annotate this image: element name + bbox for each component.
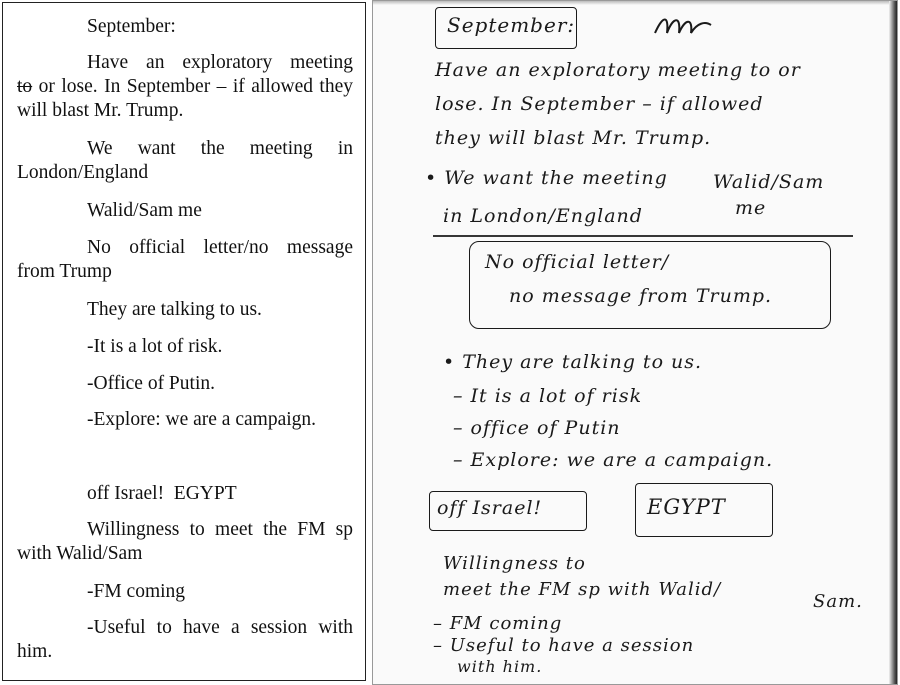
hw-line-15b: meet the FM sp with Walid/: [443, 579, 722, 600]
hw-line-3: lose. In September – if allowed: [435, 93, 764, 115]
hw-line-5b: Walid/Sam: [713, 171, 825, 193]
paragraph-1-first-line: Have an exploratory meeting: [87, 52, 353, 73]
transcript-paragraph-4: No official letter/no message from Trump: [17, 237, 353, 282]
transcript-panel: [2, 2, 366, 681]
hw-line-6: in London/England: [443, 205, 643, 227]
transcript-paragraph-11: -FM coming: [87, 581, 186, 602]
page-binding-edge: [889, 1, 897, 684]
hw-heading: September:: [447, 13, 576, 37]
hw-line-11: – office of Putin: [453, 417, 621, 439]
struck-word: to: [17, 76, 33, 97]
transcript-paragraph-9: off Israel! EGYPT: [87, 483, 237, 504]
transcript-paragraph-12: -Useful to have a session with him.: [17, 617, 353, 662]
handwritten-notes-panel: [372, 0, 898, 685]
separator-line: [433, 233, 853, 239]
page-shadow: [373, 1, 897, 5]
transcript-paragraph-2: We want the meeting in London/England: [17, 138, 353, 183]
transcript-paragraph-7: -Office of Putin.: [87, 373, 215, 394]
transcript-heading: September:: [87, 16, 176, 37]
transcript-paragraph-1-cont: [17, 75, 353, 123]
transcript-paragraph-6: -It is a lot of risk.: [87, 336, 223, 357]
hw-line-7: No official letter/: [485, 251, 670, 273]
hw-line-12: – Explore: we are a campaign.: [453, 449, 774, 471]
hw-line-15: Willingness to: [443, 553, 586, 574]
hw-line-5: • We want the meeting: [425, 167, 668, 189]
transcript-paragraph-8: -Explore: we are a campaign.: [87, 409, 317, 430]
initials-scribble: [653, 11, 713, 41]
paragraph-1-rest: or lose. In September – if allowed they will blast Mr. Trump.: [17, 76, 354, 121]
hw-line-9: • They are talking to us.: [443, 351, 703, 373]
transcript-paragraph-5: They are talking to us.: [87, 299, 262, 320]
transcript-paragraph-10: Willingness to meet the FM sp with Walid/Sam: [17, 519, 353, 564]
hw-line-2: Have an exploratory meeting to or: [435, 59, 801, 81]
hw-line-15c: Sam.: [813, 591, 863, 612]
hw-line-8: no message from Trump.: [509, 285, 773, 307]
hw-line-4: they will blast Mr. Trump.: [435, 127, 712, 149]
transcript-paragraph-3: Walid/Sam me: [87, 200, 202, 221]
transcript-paragraph-1: [17, 51, 353, 75]
hw-line-16: – FM coming: [433, 613, 563, 634]
hw-line-18: with him.: [457, 657, 543, 676]
hw-line-14: EGYPT: [647, 495, 726, 519]
hw-line-6b: me: [735, 197, 767, 219]
hw-line-10: – It is a lot of risk: [453, 385, 643, 407]
hw-line-13: off Israel!: [437, 497, 543, 519]
hw-line-17: – Useful to have a session: [433, 635, 695, 656]
